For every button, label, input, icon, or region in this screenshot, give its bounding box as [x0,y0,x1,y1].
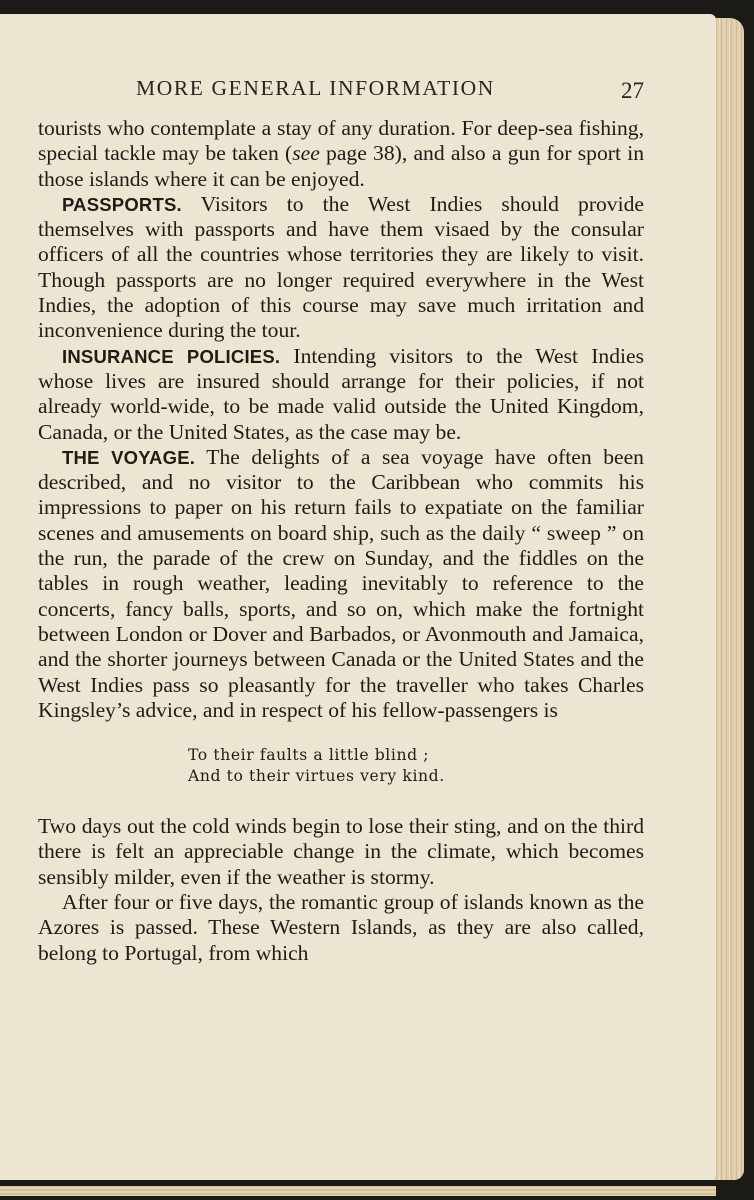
verse-line: To their faults a little blind ; [188,746,430,765]
running-title: MORE GENERAL INFORMATION [136,76,495,100]
paragraph-two-days: Two days out the cold winds begin to lose their sting, and on the third there is felt an appreciable change in the climate, which becomes sensibly milder, even if the weather is stormy. [38,814,644,889]
section-heading-insurance: INSURANCE POLICIES. [62,345,281,367]
body-text [38,116,644,966]
paragraph-passports: PASSPORTS. Visitors to the West Indies should provide themselves with passports and have them visaed by the consular officers of all the countries whose territories they are likely to visit. Though passports are no longer required everywhere in the West Indies, the adoption of this course may save much irritation and inconvenience during the tour. [38,191,644,343]
section-heading-passports: PASSPORTS. [62,193,182,215]
verse-line: And to their virtues very kind. [188,767,445,786]
page-edge-bottom [0,1186,716,1196]
book-page [0,14,716,1180]
section-heading-voyage: THE VOYAGE. [62,446,196,468]
paragraph-azores: After four or five days, the romantic group of islands known as the Azores is passed. These Western Islands, as they are also called, belong to Portugal, from which [38,890,644,965]
page-number: 27 [621,78,644,103]
paragraph-continuation: tourists who contemplate a stay of any duration. For deep-sea fishing, special tackle may be taken (see page 38), and also a gun for sport in those islands where it can be enjoyed. [38,116,644,191]
verse-quote [188,745,644,787]
paragraph-insurance: INSURANCE POLICIES. Intending visitors to the West Indies whose lives are insured should arrange for their policies, if not already world-wide, to be made valid outside the United Kingdom, Canada, or the United States, as the case may be. [38,343,644,444]
running-header [38,76,644,106]
see-italic: see [292,141,320,166]
paragraph-voyage: THE VOYAGE. The delights of a sea voyage have often been described, and no visitor to the Caribbean who commits his impressions to paper on his return fails to expatiate on the familiar scenes and amusements on board ship, such as the daily “ sweep ” on the run, the parade of the crew on Sunday, and the fiddles on the tables in rough weather, leading inevitably to reference to the concerts, fancy balls, sports, and so on, which make the fortnight between London or Dover and Barbados, or Avonmouth and Jamaica, and the shorter journeys between Canada or the United States and the West Indies pass so pleasantly for the traveller who takes Charles Kingsley’s advice, and in respect of his fellow-passengers is [38,444,644,722]
